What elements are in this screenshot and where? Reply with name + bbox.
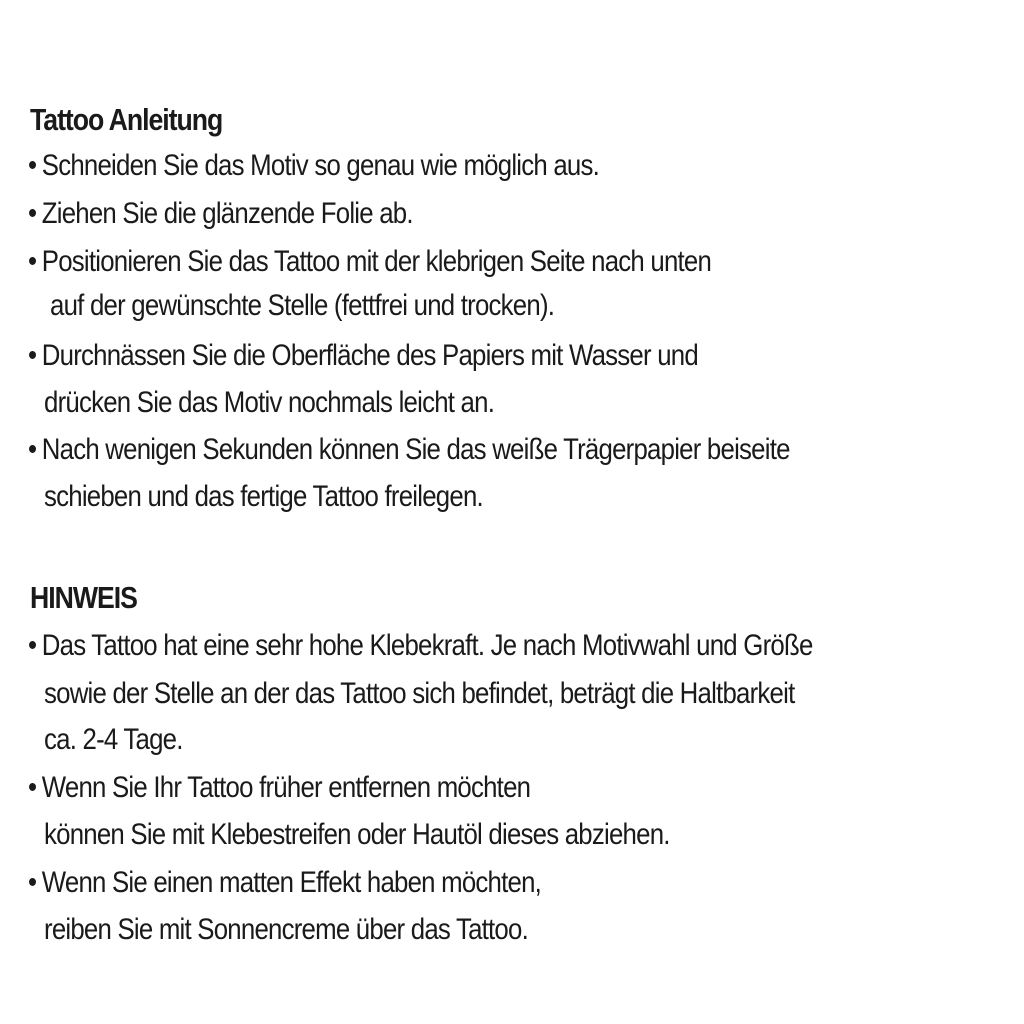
section-heading-hinweis: HINWEIS [30,580,137,615]
list-item [28,142,599,190]
list-item-continuation: auf der gewünschte Stelle (fettfrei und trocken). [50,289,555,322]
list-item-text: Schneiden Sie das Motiv so genau wie möglich aus. [41,149,600,182]
bullet-icon: • [28,866,37,899]
bullet-icon: • [28,339,37,372]
list-item-continuation: können Sie mit Klebestreifen oder Hautöl dieses abziehen. [44,818,670,851]
list-item-text: Wenn Sie einen matten Effekt haben möchten, [41,866,542,899]
list-item [28,622,813,670]
list-item [28,190,413,238]
list-item-continuation: reiben Sie mit Sonnencreme über das Tattoo. [44,913,528,946]
list-item-continuation: schieben und das fertige Tattoo freilegen. [44,480,483,513]
bullet-icon: • [28,629,37,662]
list-item [28,859,541,907]
list-item-continuation: sowie der Stelle an der das Tattoo sich befindet, beträgt die Haltbarkeit [44,677,795,710]
list-item-text: Positionieren Sie das Tattoo mit der klebrigen Seite nach unten [41,245,712,278]
list-item-text: Wenn Sie Ihr Tattoo früher entfernen möchten [41,771,531,804]
list-item [28,764,530,812]
list-item [28,332,698,380]
bullet-icon: • [28,149,37,182]
list-item-text: Nach wenigen Sekunden können Sie das weiße Trägerpapier beiseite [41,433,790,466]
bullet-icon: • [28,245,37,278]
list-item-continuation: ca. 2-4 Tage. [44,723,183,756]
list-item-text: Das Tattoo hat eine sehr hohe Klebekraft. Je nach Motivwahl und Größe [41,629,813,662]
list-item-text: Durchnässen Sie die Oberfläche des Papiers mit Wasser und [41,339,698,372]
section-heading-tattoo-anleitung: Tattoo Anleitung [30,102,223,137]
list-item [28,426,790,474]
list-item-text: Ziehen Sie die glänzende Folie ab. [41,197,413,230]
bullet-icon: • [28,197,37,230]
list-item [28,238,711,286]
bullet-icon: • [28,433,37,466]
bullet-icon: • [28,771,37,804]
list-item-continuation: drücken Sie das Motiv nochmals leicht an. [44,386,495,419]
